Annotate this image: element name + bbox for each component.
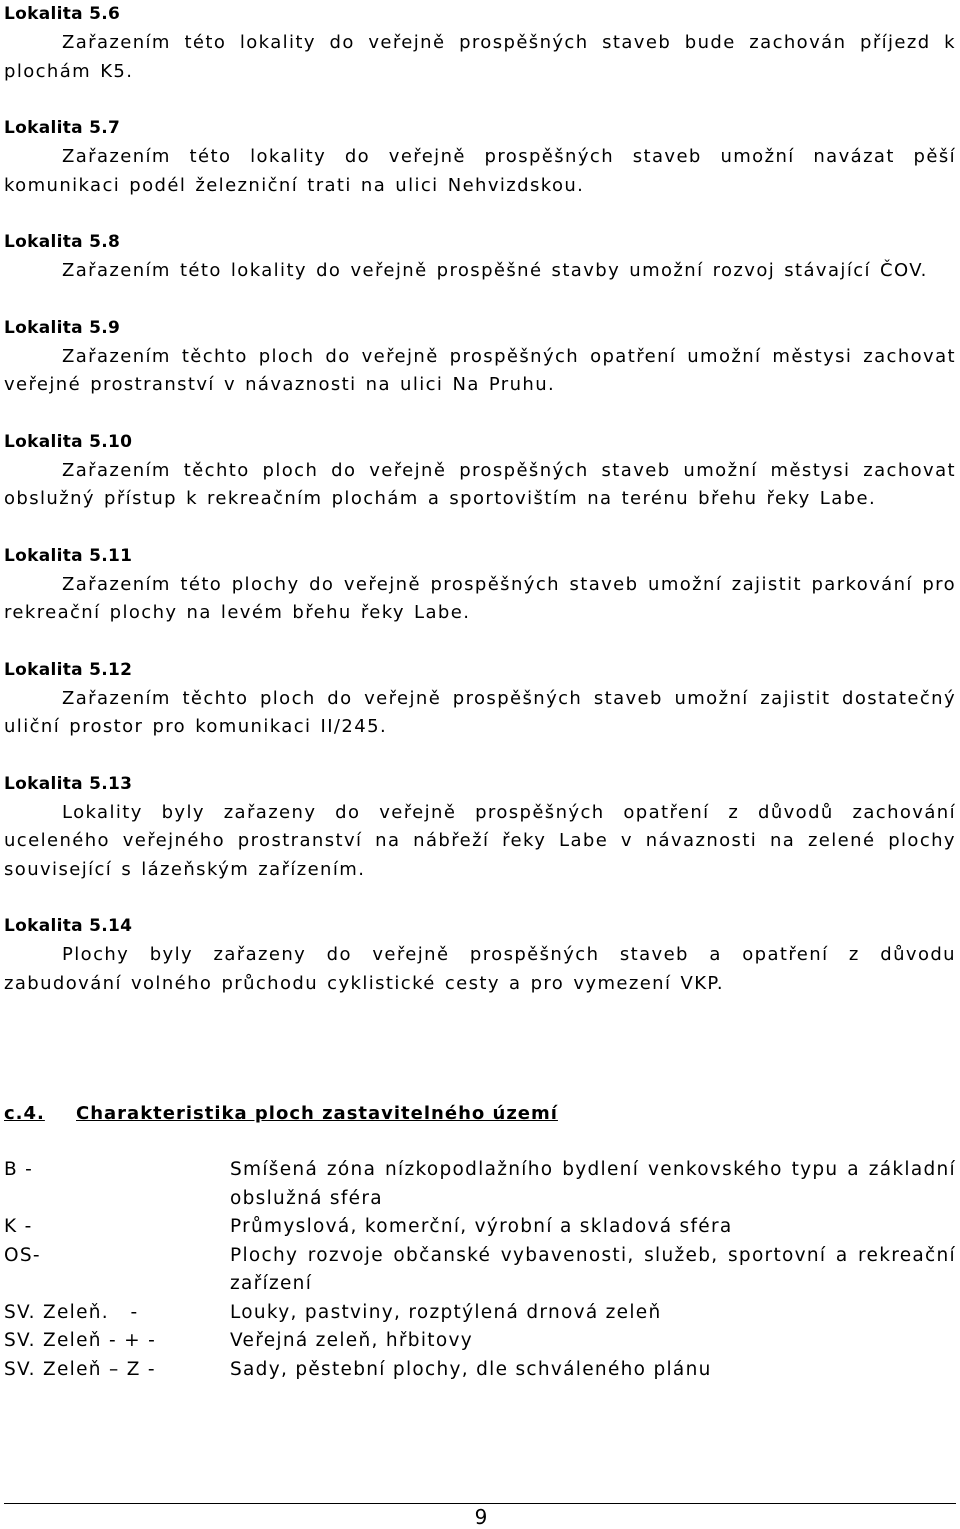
section-text: Zařazením této plochy do veřejně prospěšných staveb umožní zajistit parkování pro rekreační plochy na levém břehu řeky Labe. (4, 573, 956, 623)
section-heading: Lokalita 5.12 (4, 659, 133, 680)
zone-legend-list (4, 1156, 956, 1384)
section-lokalita-5-9 (4, 314, 956, 400)
legend-code: SV. Zeleň. - (4, 1301, 139, 1323)
legend-row-os (4, 1242, 956, 1299)
spacer (4, 628, 956, 656)
section-text: Zařazením této lokality do veřejně prospěšné stavby umožní rozvoj stávající ČOV. (62, 260, 928, 281)
spacer (4, 742, 956, 770)
section-text: Zařazením této lokality do veřejně prospěšných staveb umožní navázat pěší komunikaci podél železniční trati na ulici Nehvizdskou. (4, 146, 956, 196)
legend-row-sv-zelen-z (4, 1356, 956, 1385)
section-heading: Lokalita 5.8 (4, 232, 121, 252)
section-text: Zařazením těchto ploch do veřejně prospěšných opatření umožní městysi zachovat veřejné prostranství v návaznosti na ulici Na Pruhu. (4, 345, 956, 395)
section-text: Zařazením těchto ploch do veřejně prospěšných staveb umožní zajistit dostatečný uliční prostor pro komunikaci II/245. (4, 687, 956, 737)
chapter-title: Charakteristika ploch zastavitelného území (76, 1103, 558, 1124)
section-heading: Lokalita 5.11 (4, 545, 133, 566)
legend-description: Veřejná zeleň, hřbitovy (230, 1330, 473, 1351)
section-heading: Lokalita 5.14 (4, 916, 133, 936)
legend-row-k (4, 1213, 956, 1242)
spacer (4, 286, 956, 314)
section-text: Zařazením těchto ploch do veřejně prospěšných staveb umožní městysi zachovat obslužný přístup k rekreačním plochám a sportovištím na terénu břehu řeky Labe. (4, 459, 956, 509)
spacer (4, 200, 956, 228)
spacer (4, 884, 956, 912)
spacer (4, 514, 956, 542)
footer-divider (4, 1503, 956, 1504)
section-lokalita-5-14 (4, 912, 956, 998)
section-lokalita-5-11 (4, 542, 956, 628)
legend-code: SV. Zeleň – Z - (4, 1358, 156, 1380)
legend-description: Průmyslová, komerční, výrobní a skladová sféra (230, 1216, 733, 1237)
section-heading: Lokalita 5.7 (4, 118, 121, 138)
spacer (4, 400, 956, 428)
legend-row-sv-zelen-plus (4, 1327, 956, 1356)
legend-code: B - (4, 1159, 34, 1180)
legend-description: Louky, pastviny, rozptýlená drnová zeleň (230, 1301, 662, 1323)
section-lokalita-5-6 (4, 0, 956, 86)
legend-row-sv-zelen (4, 1299, 956, 1328)
document-page (4, 0, 956, 998)
legend-description: Smíšená zóna nízkopodlažního bydlení venkovského typu a základní obslužná sféra (230, 1159, 956, 1209)
chapter-number: c.4. (4, 1103, 45, 1124)
section-lokalita-5-8 (4, 228, 956, 286)
legend-description: Sady, pěstební plochy, dle schváleného plánu (230, 1358, 712, 1380)
chapter-heading (4, 1101, 956, 1127)
section-text: Zařazením této lokality do veřejně prospěšných staveb bude zachován příjezd k plochám K5. (4, 32, 956, 82)
section-heading: Lokalita 5.13 (4, 773, 133, 794)
section-lokalita-5-10 (4, 428, 956, 514)
section-heading: Lokalita 5.9 (4, 317, 121, 338)
section-text: Plochy byly zařazeny do veřejně prospěšných staveb a opatření z důvodu zabudování volného průchodu cyklistické cesty a pro vymezení VKP. (4, 944, 956, 994)
section-lokalita-5-7 (4, 114, 956, 200)
spacer (4, 86, 956, 114)
section-lokalita-5-13 (4, 770, 956, 885)
page-number: 9 (474, 1505, 488, 1529)
section-heading: Lokalita 5.6 (4, 4, 121, 24)
legend-row-b (4, 1156, 956, 1213)
section-text: Lokality byly zařazeny do veřejně prospěšných opatření z důvodů zachování uceleného veřejného prostranství na nábřeží řeky Labe v návaznosti na zelené plochy související s lázeňským zařízením. (4, 801, 956, 880)
section-lokalita-5-12 (4, 656, 956, 742)
section-heading: Lokalita 5.10 (4, 431, 133, 452)
legend-code: OS- (4, 1244, 41, 1266)
legend-description: Plochy rozvoje občanské vybavenosti, služeb, sportovní a rekreační zařízení (230, 1244, 956, 1294)
legend-code: K - (4, 1216, 33, 1237)
legend-code: SV. Zeleň - + - (4, 1330, 157, 1351)
